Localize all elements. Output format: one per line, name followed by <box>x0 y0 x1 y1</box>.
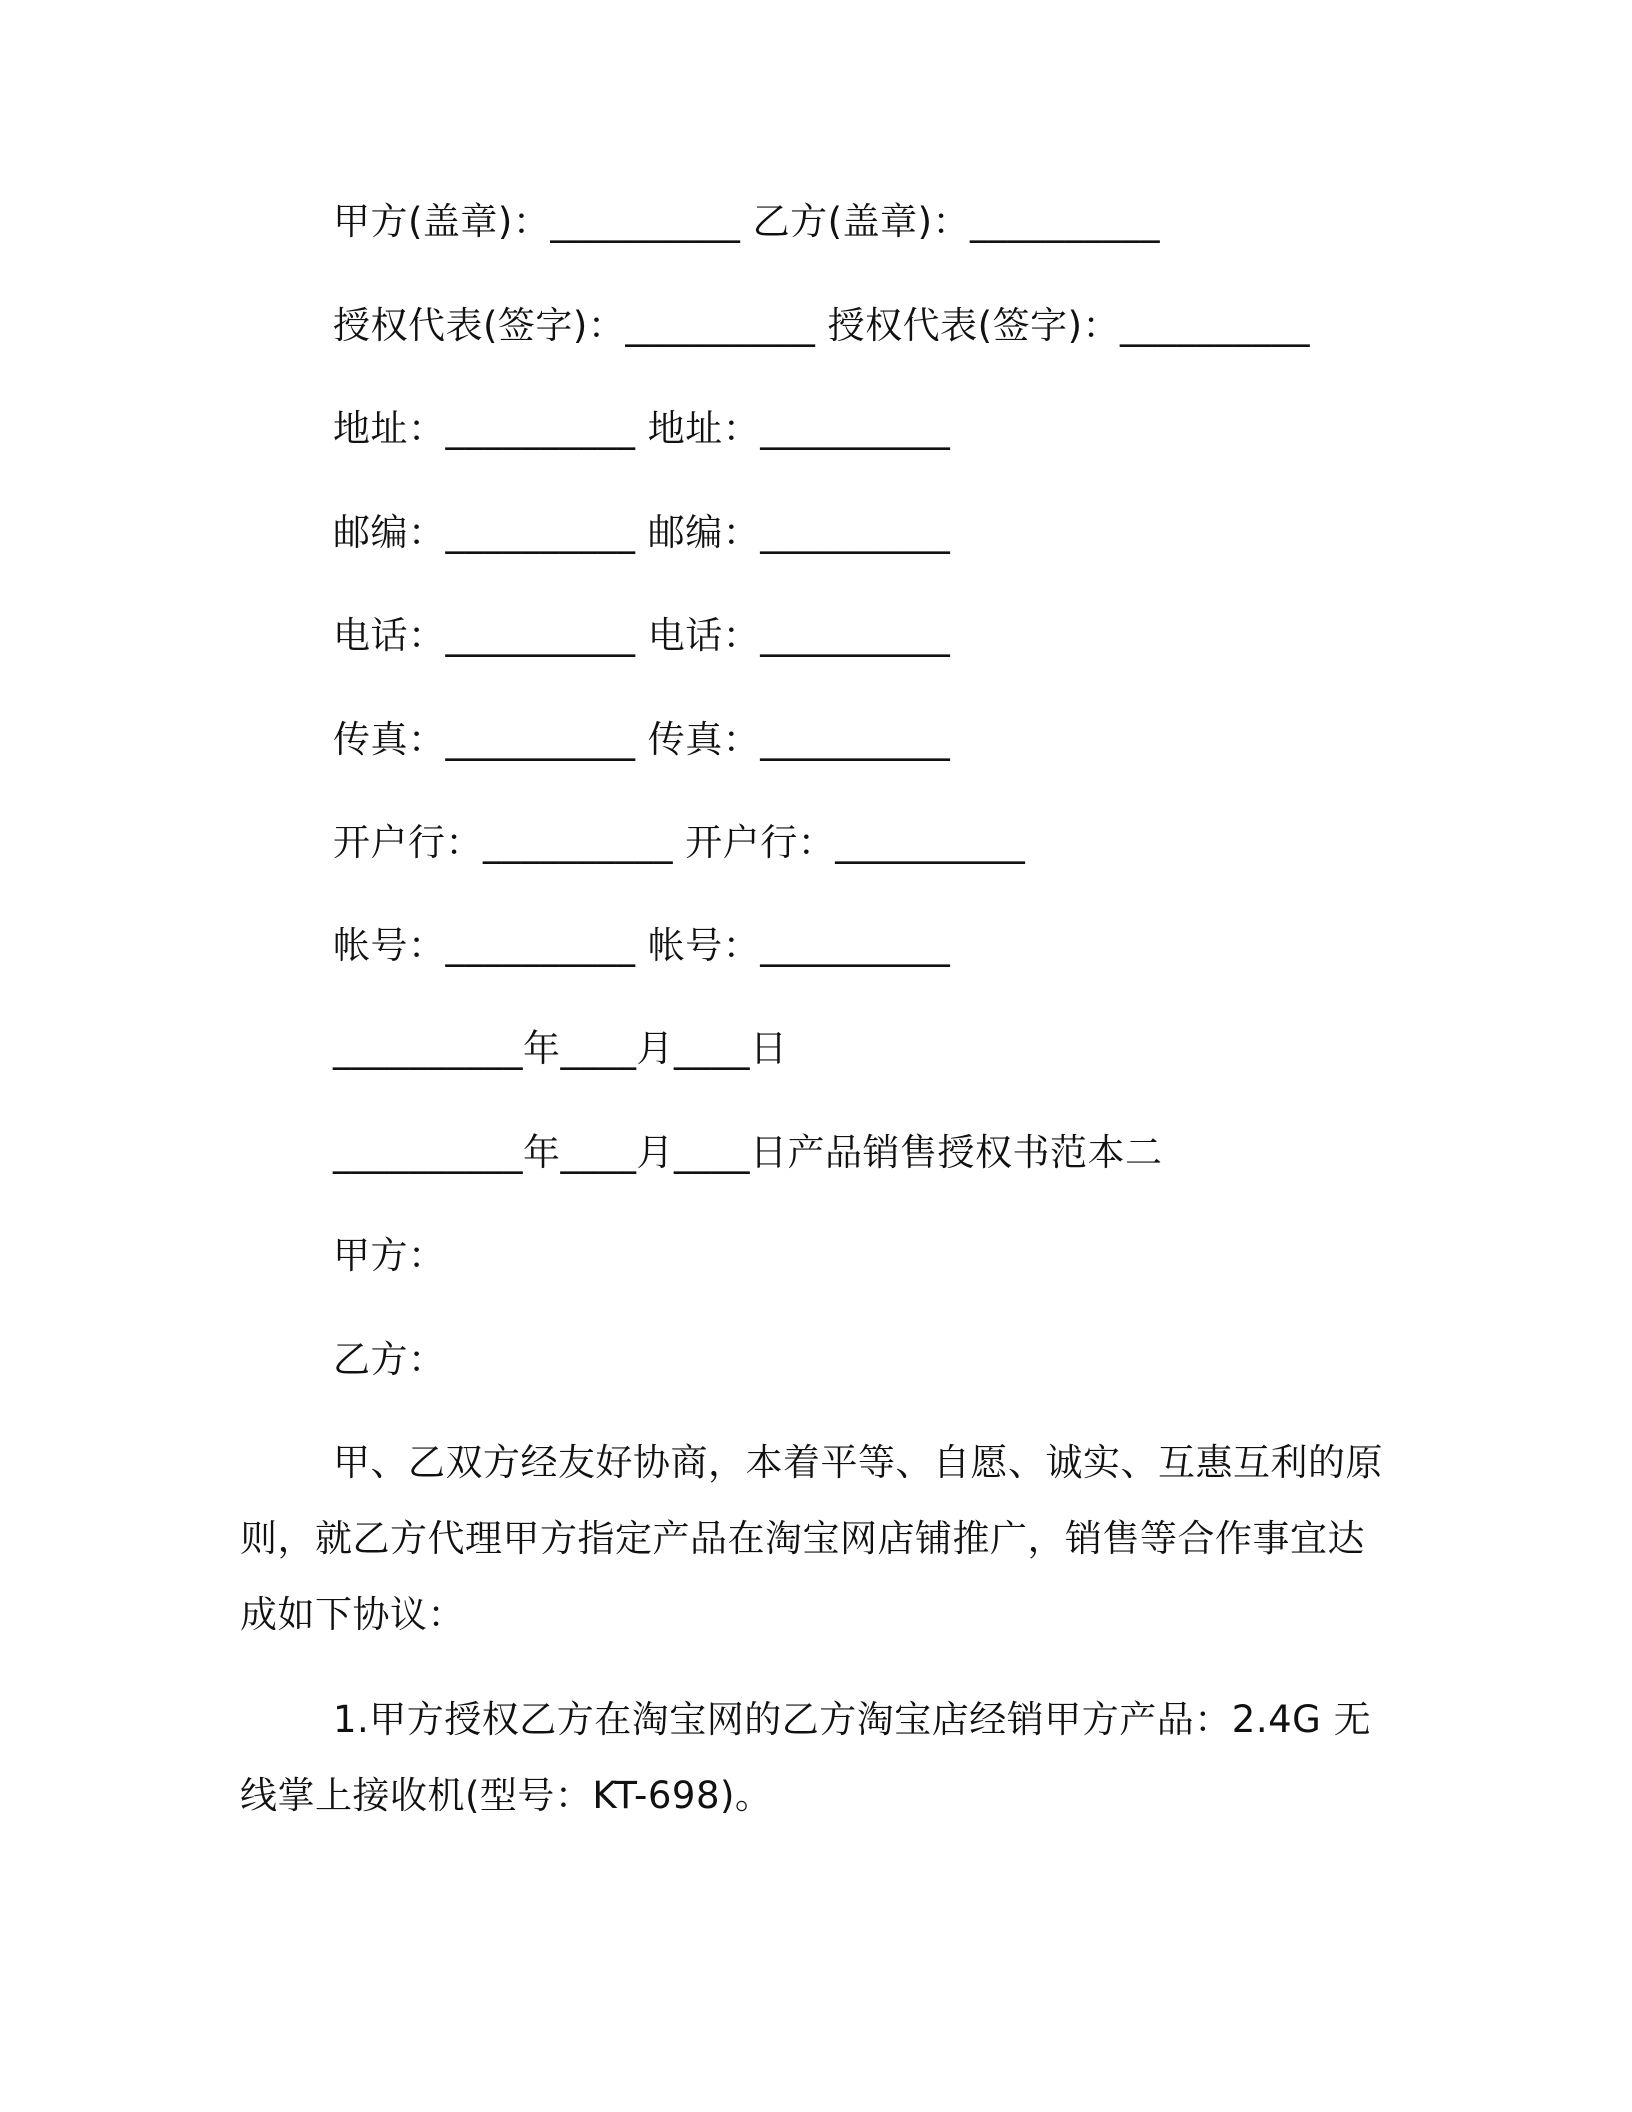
date-line: __________年____月____日 <box>333 1027 788 1070</box>
party-b-line: 乙方： <box>333 1338 446 1381</box>
clause-1-paragraph: 1.甲方授权乙方在淘宝网的乙方淘宝店经销甲方产品：2.4G 无线掌上接收机(型号：KT-698)。 <box>240 1698 1372 1817</box>
fax-line: 传真：__________ 传真：__________ <box>333 718 951 761</box>
party-a-line: 甲方： <box>333 1234 446 1277</box>
address-line: 地址：__________ 地址：__________ <box>333 407 951 450</box>
party-seal-line: 甲方(盖章)：__________ 乙方(盖章)：__________ <box>333 200 1161 243</box>
date-title-line: __________年____月____日产品销售授权书范本二 <box>333 1131 1163 1174</box>
bank-line: 开户行：__________ 开户行：__________ <box>333 821 1026 864</box>
phone-line: 电话：__________ 电话：__________ <box>333 614 951 657</box>
postcode-line: 邮编：__________ 邮编：__________ <box>333 511 951 554</box>
representative-line: 授权代表(签字)：__________ 授权代表(签字)：__________ <box>333 304 1311 347</box>
agreement-intro-paragraph: 甲、乙双方经友好协商，本着平等、自愿、诚实、互惠互利的原则，就乙方代理甲方指定产品在淘宝网店铺推广，销售等合作事宜达成如下协议： <box>240 1441 1383 1636</box>
account-line: 帐号：__________ 帐号：__________ <box>333 924 951 967</box>
